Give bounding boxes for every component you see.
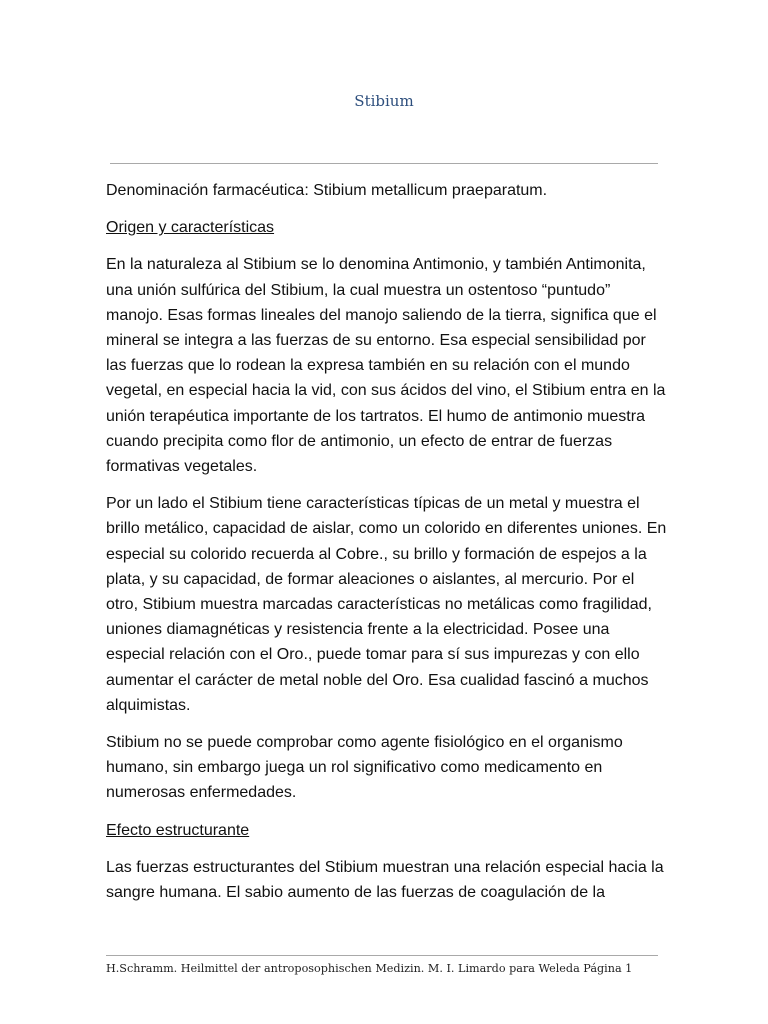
section-heading-origin: Origen y características <box>106 219 275 237</box>
pharmaceutical-name: Denominación farmacéutica: Stibium metallicum praeparatum. <box>106 182 548 199</box>
document-body <box>106 178 668 917</box>
paragraph-origin: En la naturaleza al Stibium se lo denomina Antimonio, y también Antimonita, una unión sulfúrica del Stibium, la cual muestra un ostentoso “puntudo” manojo. Esas formas lineales del manojo saliendo de la tierra, significa que el mineral se integra a las fuerzas de su entorno. Esa especial sensibilidad por las fuerzas que lo rodean la expresa también en su relación con el mundo vegetal, en especial hacia la vid, con sus ácidos del vino, el Stibium entra en la unión terapéutica importante de los tartratos. El humo de antimonio muestra cuando precipita como flor de antimonio, un efecto de entrar de fuerzas formativas vegetales. <box>106 256 666 476</box>
paragraph-structuring-effect: Las fuerzas estructurantes del Stibium muestran una relación especial hacia la sangre humana. El sabio aumento de las fuerzas de coagulación de la <box>106 858 664 902</box>
paragraph-metal-properties: Por un lado el Stibium tiene características típicas de un metal y muestra el brillo metálico, capacidad de aislar, como un colorido en diferentes uniones. En especial su colorido recuerda al Cobre., su brillo y formación de espejos a la plata, y su capacidad, de formar aleaciones o aislantes, al mercurio. Por el otro, Stibium muestra marcadas características no metálicas como fragilidad, uniones diamagnéticas y resistencia frente a la electricidad. Posee una especial relación con el Oro., puede tomar para sí sus impurezas y con ello aumentar el carácter de metal noble del Oro. Esa cualidad fascinó a muchos alquimistas. <box>106 495 667 714</box>
paragraph-physiology: Stibium no se puede comprobar como agente fisiológico en el organismo humano, sin embargo juega un rol significativo como medicamento en numerosas enfermedades. <box>106 734 623 802</box>
page-title: Stibium <box>354 92 414 110</box>
header-divider <box>110 163 658 164</box>
page-footer: H.Schramm. Heilmittel der antroposophischen Medizin. M. I. Limardo para Weleda Página 1 <box>106 962 633 975</box>
footer-divider <box>106 955 658 956</box>
section-heading-structuring-effect: Efecto estructurante <box>106 821 250 839</box>
